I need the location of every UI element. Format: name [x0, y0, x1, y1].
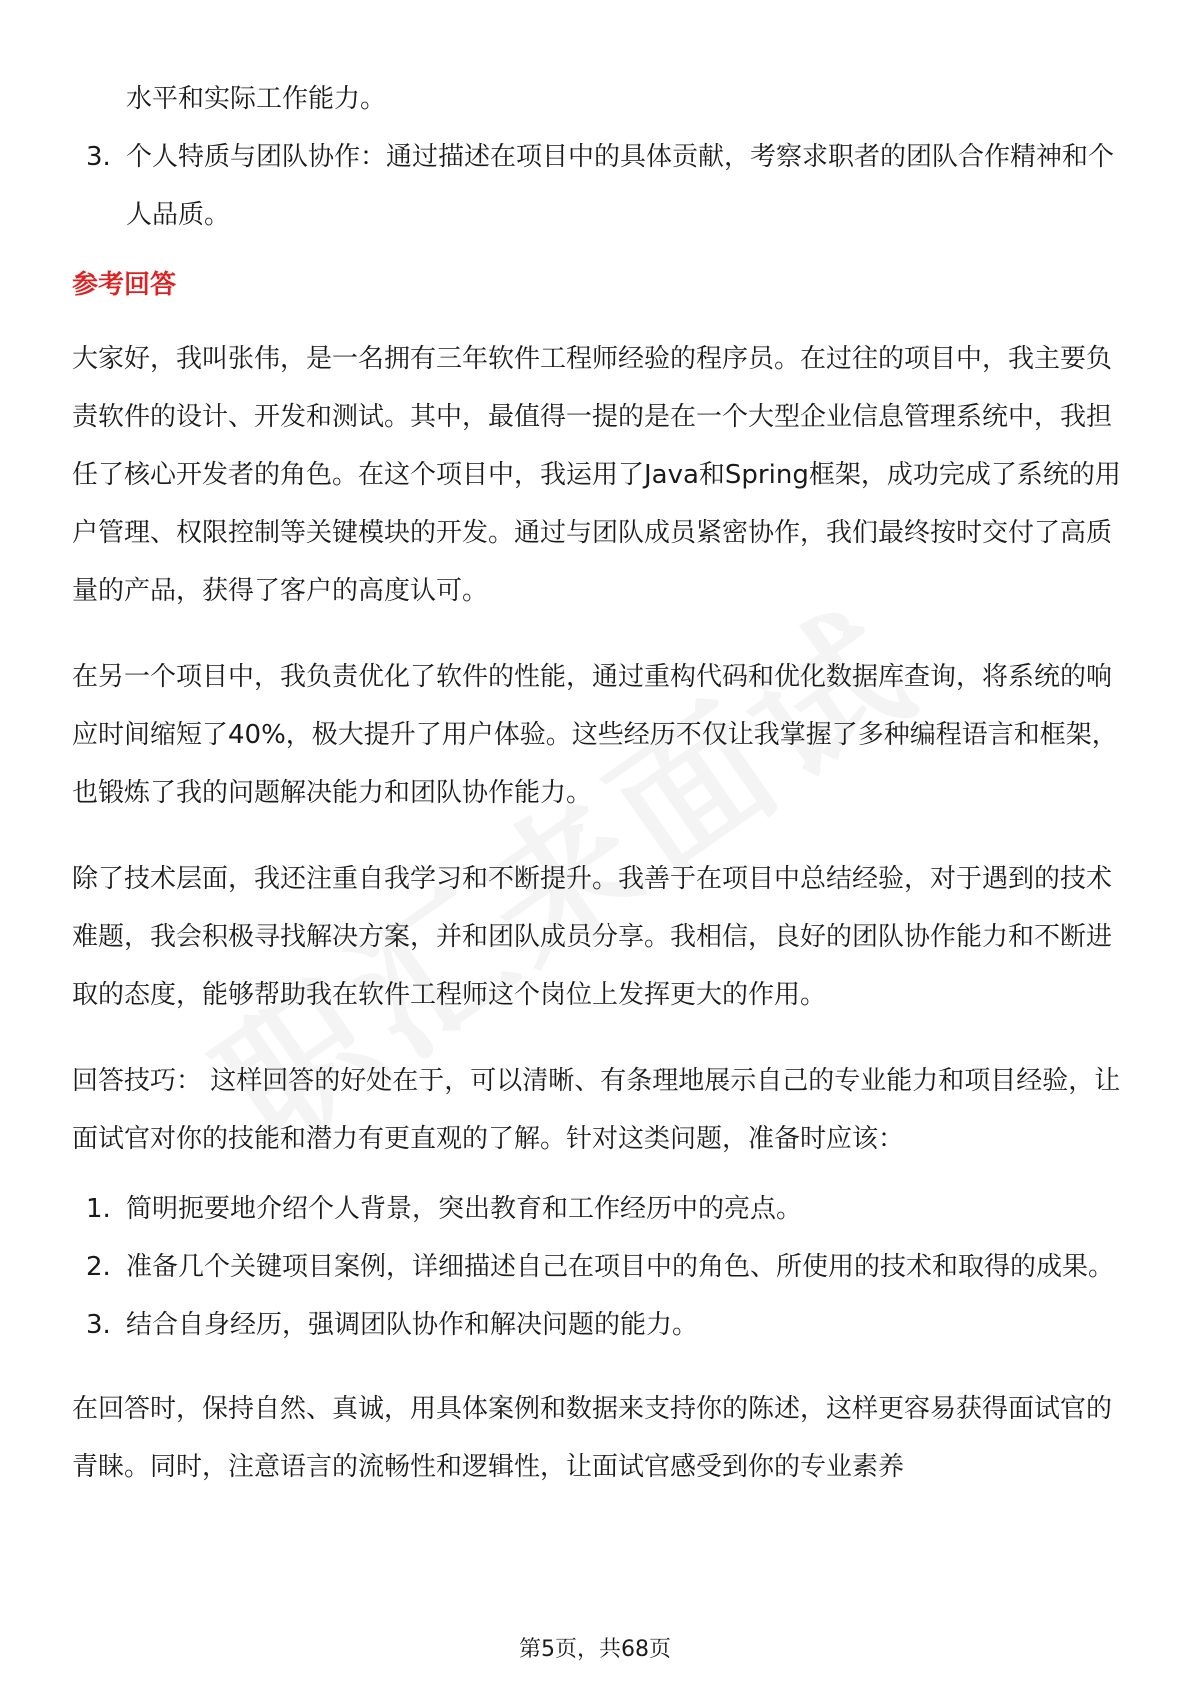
paragraph: 大家好，我叫张伟，是一名拥有三年软件工程师经验的程序员。在过往的项目中，我主要负责软件的设计、开发和测试。其中，最值得一提的是在一个大型企业信息管理系统中，我担任了核心开发者的角色。在这个项目中，我运用了Java和Spring框架，成功完成了系统的用户管理、权限控制等关键模块的开发。通过与团队成员紧密协作，我们最终按时交付了高质量的产品，获得了客户的高度认可。 [72, 344, 1121, 606]
list-item-text: 简明扼要地介绍个人背景，突出教育和工作经历中的亮点。 [126, 1194, 803, 1224]
tips-intro-paragraph: 回答技巧： 这样回答的好处在于，可以清晰、有条理地展示自己的专业能力和项目经验，让面试官对你的技能和潜力有更直观的了解。针对这类问题，准备时应该： [72, 1066, 1121, 1154]
page-number: 第5页，共68页 [519, 1637, 671, 1662]
top-list [72, 128, 1122, 244]
list-number: 3. [86, 142, 111, 172]
list-item [72, 128, 1122, 244]
section-heading: 参考回答 [72, 270, 177, 300]
list-item-text: 个人特质与团队协作：通过描述在项目中的具体贡献，考察求职者的团队合作精神和个人品质。 [126, 142, 1115, 230]
list-item-text: 准备几个关键项目案例，详细描述自己在项目中的角色、所使用的技术和取得的成果。 [126, 1252, 1115, 1282]
list-item [72, 1296, 1122, 1354]
list-item-text: 结合自身经历，强调团队协作和解决问题的能力。 [126, 1310, 699, 1340]
closing-paragraph: 在回答时，保持自然、真诚，用具体案例和数据来支持你的陈述，这样更容易获得面试官的青睐。同时，注意语言的流畅性和逻辑性，让面试官感受到你的专业素养 [72, 1394, 1113, 1482]
tips-list [72, 1180, 1122, 1354]
list-number: 1. [86, 1194, 111, 1224]
page-content [72, 70, 1122, 1496]
list-number: 3. [86, 1310, 111, 1340]
paragraph: 在另一个项目中，我负责优化了软件的性能，通过重构代码和优化数据库查询，将系统的响应时间缩短了40%，极大提升了用户体验。这些经历不仅让我掌握了多种编程语言和框架，也锻炼了我的问题解决能力和团队协作能力。 [72, 662, 1118, 808]
list-item [72, 1238, 1122, 1296]
paragraph: 除了技术层面，我还注重自我学习和不断提升。我善于在项目中总结经验，对于遇到的技术难题，我会积极寻找解决方案，并和团队成员分享。我相信，良好的团队协作能力和不断进取的态度，能够帮助我在软件工程师这个岗位上发挥更大的作用。 [72, 864, 1113, 1010]
list-number: 2. [86, 1252, 111, 1282]
list-continuation: 水平和实际工作能力。 [126, 84, 387, 114]
list-item [72, 1180, 1122, 1238]
